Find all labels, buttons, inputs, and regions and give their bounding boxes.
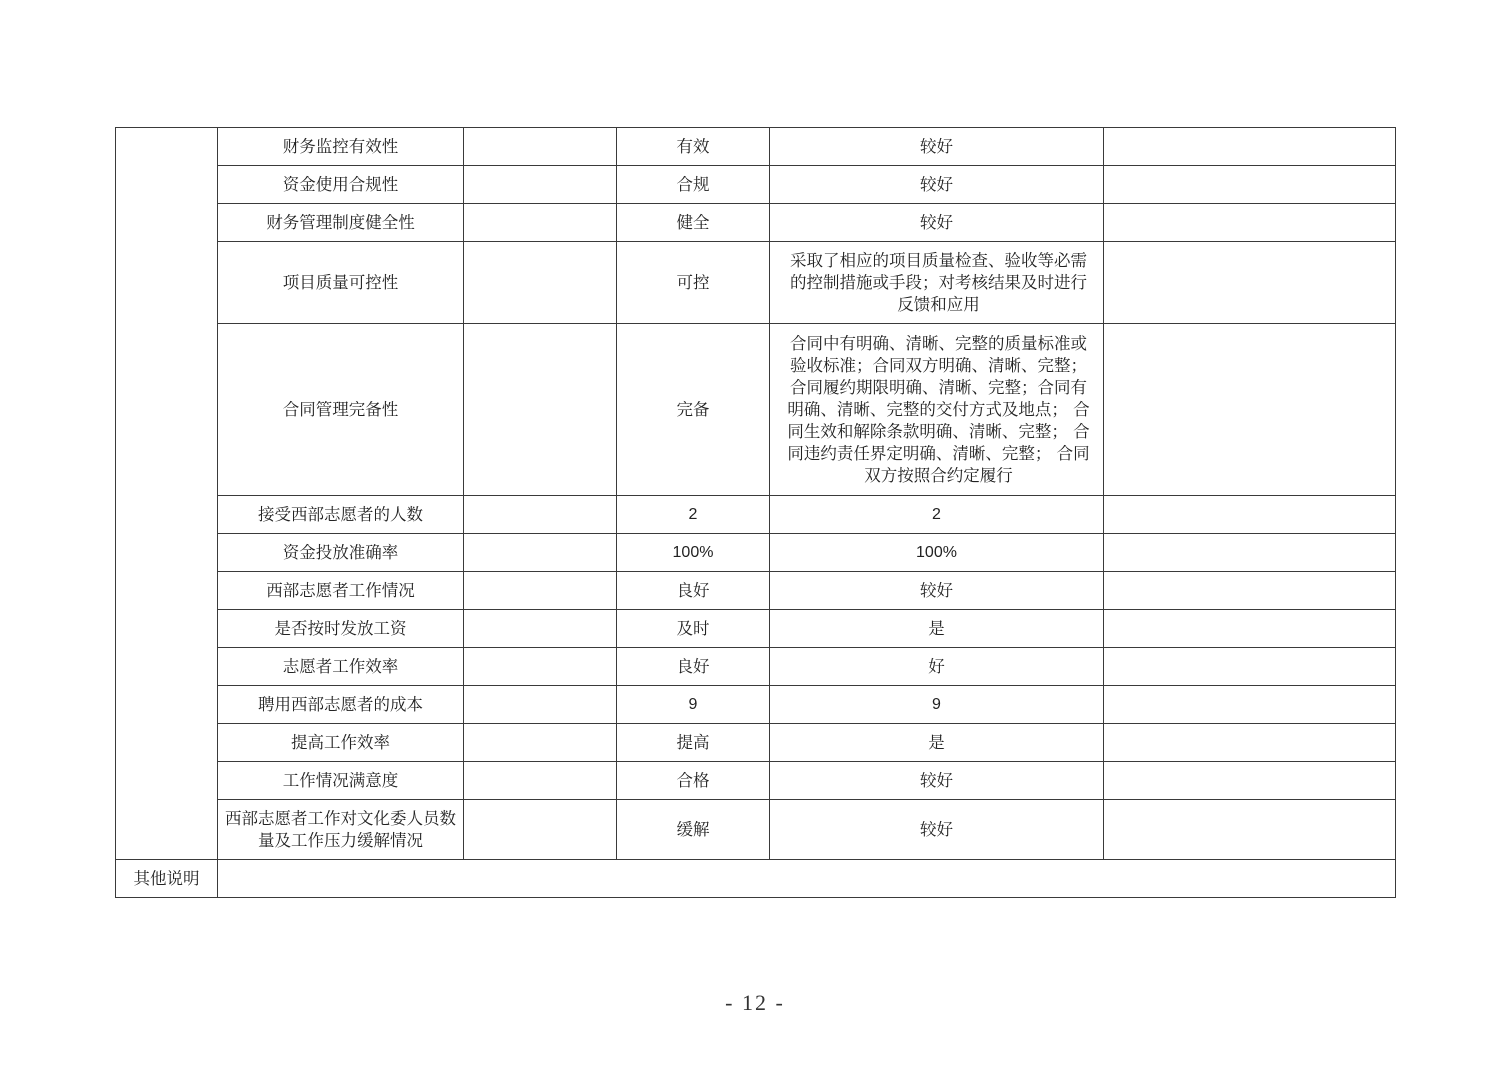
remark-cell [1104, 800, 1396, 860]
weight-cell [464, 686, 617, 724]
weight-cell [464, 204, 617, 242]
actual-cell: 采取了相应的项目质量检查、验收等必需的控制措施或手段；对考核结果及时进行反馈和应用 [770, 242, 1104, 324]
table-row [116, 166, 1396, 204]
weight-cell [464, 572, 617, 610]
table-row [116, 534, 1396, 572]
remark-cell [1104, 496, 1396, 534]
table-row [116, 648, 1396, 686]
target-cell: 良好 [617, 648, 770, 686]
actual-cell: 较好 [770, 572, 1104, 610]
target-cell: 良好 [617, 572, 770, 610]
actual-cell: 较好 [770, 166, 1104, 204]
weight-cell [464, 648, 617, 686]
actual-cell: 好 [770, 648, 1104, 686]
table-row [116, 204, 1396, 242]
weight-cell [464, 762, 617, 800]
actual-cell: 是 [770, 724, 1104, 762]
actual-cell: 较好 [770, 204, 1104, 242]
actual-cell: 2 [770, 496, 1104, 534]
target-cell: 9 [617, 686, 770, 724]
performance-table [115, 127, 1396, 898]
table-row [116, 762, 1396, 800]
weight-cell [464, 324, 617, 496]
table-row [116, 242, 1396, 324]
actual-cell: 100% [770, 534, 1104, 572]
table-row [116, 800, 1396, 860]
weight-cell [464, 610, 617, 648]
indicator-cell: 项目质量可控性 [218, 242, 464, 324]
actual-cell: 合同中有明确、清晰、完整的质量标准或验收标准；合同双方明确、清晰、完整；合同履约期限明确、清晰、完整；合同有明确、清晰、完整的交付方式及地点； 合同生效和解除条款明确、清晰、完整； 合同违约责任界定明确、清晰、完整； 合同双方按照合约定履行 [770, 324, 1104, 496]
table-row [116, 686, 1396, 724]
remark-cell [1104, 762, 1396, 800]
remark-cell [1104, 128, 1396, 166]
weight-cell [464, 496, 617, 534]
target-cell: 缓解 [617, 800, 770, 860]
target-cell: 提高 [617, 724, 770, 762]
target-cell: 有效 [617, 128, 770, 166]
actual-cell: 较好 [770, 800, 1104, 860]
weight-cell [464, 534, 617, 572]
table-row [116, 128, 1396, 166]
indicator-cell: 财务监控有效性 [218, 128, 464, 166]
other-notes-value [218, 860, 1396, 898]
other-notes-label: 其他说明 [116, 860, 218, 898]
remark-cell [1104, 242, 1396, 324]
indicator-cell: 资金使用合规性 [218, 166, 464, 204]
indicator-cell: 西部志愿者工作情况 [218, 572, 464, 610]
target-cell: 合规 [617, 166, 770, 204]
target-cell: 合格 [617, 762, 770, 800]
remark-cell [1104, 648, 1396, 686]
remark-cell [1104, 204, 1396, 242]
actual-cell: 是 [770, 610, 1104, 648]
category-cell [116, 128, 218, 860]
table-row [116, 496, 1396, 534]
remark-cell [1104, 534, 1396, 572]
actual-cell: 较好 [770, 762, 1104, 800]
indicator-cell: 提高工作效率 [218, 724, 464, 762]
remark-cell [1104, 324, 1396, 496]
target-cell: 100% [617, 534, 770, 572]
target-cell: 完备 [617, 324, 770, 496]
target-cell: 可控 [617, 242, 770, 324]
target-cell: 及时 [617, 610, 770, 648]
indicator-cell: 财务管理制度健全性 [218, 204, 464, 242]
remark-cell [1104, 610, 1396, 648]
weight-cell [464, 800, 617, 860]
remark-cell [1104, 724, 1396, 762]
table-row [116, 572, 1396, 610]
indicator-cell: 是否按时发放工资 [218, 610, 464, 648]
target-cell: 健全 [617, 204, 770, 242]
other-notes-row [116, 860, 1396, 898]
weight-cell [464, 128, 617, 166]
actual-cell: 9 [770, 686, 1104, 724]
actual-cell: 较好 [770, 128, 1104, 166]
indicator-cell: 聘用西部志愿者的成本 [218, 686, 464, 724]
table-row [116, 724, 1396, 762]
target-cell: 2 [617, 496, 770, 534]
page-number: - 12 - [725, 990, 785, 1015]
indicator-cell: 合同管理完备性 [218, 324, 464, 496]
remark-cell [1104, 572, 1396, 610]
remark-cell [1104, 686, 1396, 724]
weight-cell [464, 724, 617, 762]
indicator-cell: 西部志愿者工作对文化委人员数量及工作压力缓解情况 [218, 800, 464, 860]
table-row [116, 324, 1396, 496]
weight-cell [464, 242, 617, 324]
indicator-cell: 接受西部志愿者的人数 [218, 496, 464, 534]
remark-cell [1104, 166, 1396, 204]
weight-cell [464, 166, 617, 204]
indicator-cell: 资金投放准确率 [218, 534, 464, 572]
indicator-cell: 工作情况满意度 [218, 762, 464, 800]
indicator-cell: 志愿者工作效率 [218, 648, 464, 686]
table-row [116, 610, 1396, 648]
